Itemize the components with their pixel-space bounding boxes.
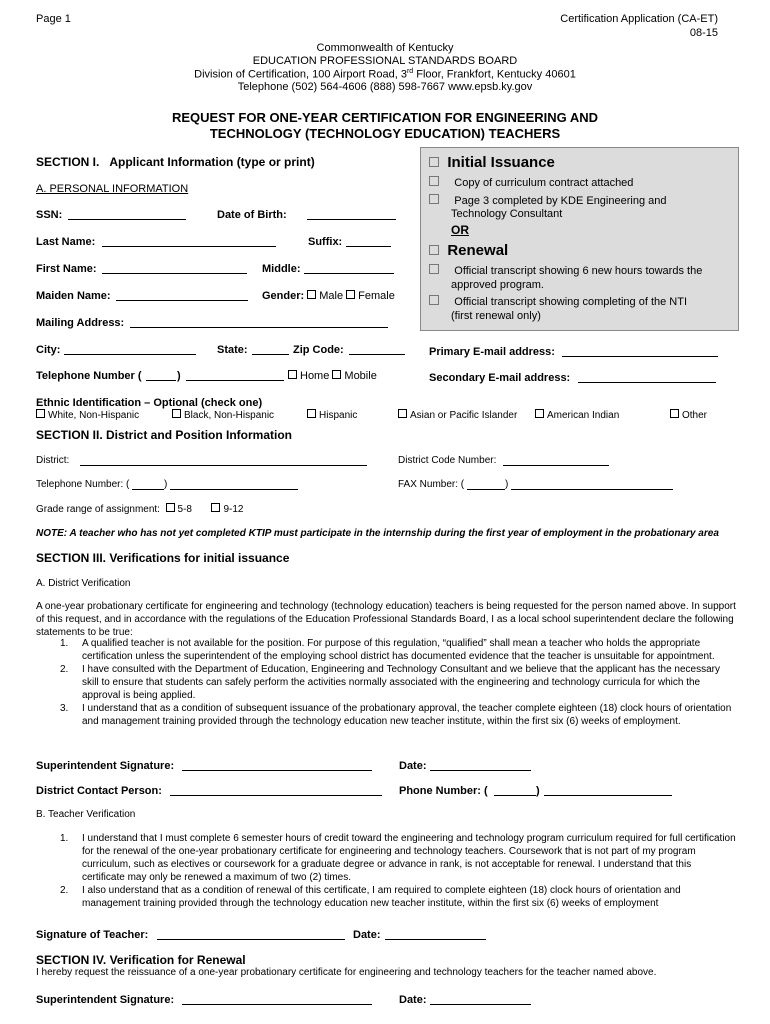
state-label: State: — [217, 344, 248, 356]
district-contact-label: District Contact Person: — [36, 785, 162, 797]
board-name: EDUCATION PROFESSIONAL STANDARDS BOARD — [252, 55, 518, 67]
dob-field[interactable] — [307, 209, 396, 220]
form-title-line1: REQUEST FOR ONE-YEAR CERTIFICATION FOR ENGINEERING AND — [171, 110, 599, 125]
agency-name: Commonwealth of Kentucky — [316, 42, 454, 54]
ethnic-option[interactable]: Black, Non-Hispanic — [172, 409, 274, 421]
mailing-field[interactable] — [130, 317, 388, 328]
contact-phone-close-paren: ) — [536, 785, 540, 797]
female-checkbox[interactable] — [346, 290, 355, 299]
district-contact-field[interactable] — [170, 785, 382, 796]
ethnic-option[interactable]: American Indian — [535, 409, 619, 421]
district-statements — [36, 637, 736, 728]
contact-phone-field[interactable] — [544, 785, 672, 796]
primary-email-label: Primary E-mail address: — [429, 346, 555, 358]
form-title-line2: TECHNOLOGY (TECHNOLOGY EDUCATION) TEACHERS — [209, 126, 561, 141]
district-telephone-field[interactable] — [170, 479, 298, 490]
superintendent-signature-field[interactable] — [182, 760, 372, 771]
initial-item-1[interactable]: Copy of curriculum contract attached — [429, 176, 633, 189]
checkbox[interactable] — [429, 245, 439, 255]
maiden-name-label: Maiden Name: — [36, 290, 111, 302]
district-telephone-close-paren: ) — [164, 479, 168, 490]
checkbox[interactable] — [535, 409, 544, 418]
checkbox[interactable] — [429, 157, 439, 167]
contact-phone-label: Phone Number: ( — [399, 785, 488, 797]
renewal-date-label: Date: — [399, 994, 427, 1006]
grade-9-12-checkbox[interactable] — [211, 503, 220, 512]
fax-area-code-field[interactable] — [467, 479, 505, 490]
suffix-field[interactable] — [346, 236, 391, 247]
fax-label: FAX Number: ( — [398, 479, 465, 490]
list-item: 2. I also understand that as a condition of renewal of this certificate, I am required to complete eighteen (18) clock hours of orientation and management training provided through the technology education new teacher institute, within the first six (6) weeks of employment — [60, 885, 681, 909]
gender-label: Gender: Male Female — [262, 290, 395, 302]
maiden-name-field[interactable] — [116, 290, 248, 301]
initial-item-2-cont: Technology Consultant — [451, 208, 563, 220]
date-label: Date: — [399, 760, 427, 772]
checkbox[interactable] — [429, 264, 439, 274]
zip-label: Zip Code: — [293, 344, 344, 356]
checkbox[interactable] — [429, 176, 439, 186]
last-name-field[interactable] — [102, 236, 276, 247]
checkbox[interactable] — [429, 194, 439, 204]
dob-label: Date of Birth: — [217, 209, 287, 221]
personal-info-heading: A. PERSONAL INFORMATION — [36, 183, 189, 195]
renewal-option[interactable]: Renewal — [429, 242, 508, 259]
teacher-signature-label: Signature of Teacher: — [36, 929, 149, 941]
renewal-item-2[interactable]: Official transcript showing completing of the NTI — [429, 295, 687, 308]
teacher-date-label: Date: — [353, 929, 381, 941]
renewal-date-field[interactable] — [430, 994, 531, 1005]
renewal-superintendent-signature-field[interactable] — [182, 994, 372, 1005]
area-code-field[interactable] — [146, 370, 176, 381]
section3-heading: SECTION III. Verifications for initial issuance — [36, 551, 290, 565]
secondary-email-field[interactable] — [578, 372, 716, 383]
section2-heading: SECTION II. District and Position Information — [36, 428, 293, 442]
grade-5-8-checkbox[interactable] — [166, 503, 175, 512]
section1-heading: SECTION I. Applicant Information (type or print) — [36, 155, 315, 169]
contact-line: Telephone (502) 564-4606 (888) 598-7667 www.epsb.ky.gov — [237, 81, 533, 93]
middle-field[interactable] — [304, 263, 394, 274]
telephone-close-paren: ) — [177, 370, 181, 382]
initial-item-2[interactable]: Page 3 completed by KDE Engineering and — [429, 194, 666, 207]
teacher-statements — [36, 832, 736, 910]
grade-range: Grade range of assignment: 5-8 9-12 — [36, 504, 244, 515]
checkbox[interactable] — [398, 409, 407, 418]
home-mobile-options: Home Mobile — [288, 370, 377, 382]
teacher-verification-heading: B. Teacher Verification — [36, 809, 136, 820]
district-code-field[interactable] — [503, 455, 609, 466]
first-name-field[interactable] — [102, 263, 247, 274]
renewal-item-2-cont: (first renewal only) — [451, 310, 541, 322]
section4-heading: SECTION IV. Verification for Renewal — [36, 953, 246, 967]
last-name-label: Last Name: — [36, 236, 96, 248]
city-label: City: — [36, 344, 61, 356]
district-verification-heading: A. District Verification — [36, 578, 131, 589]
form-date: 08-15 — [689, 27, 718, 39]
checkbox[interactable] — [670, 409, 679, 418]
ethnic-option[interactable]: Asian or Pacific Islander — [398, 409, 517, 421]
suffix-label: Suffix: — [308, 236, 343, 248]
ssn-field[interactable] — [68, 209, 186, 220]
checkbox[interactable] — [307, 409, 316, 418]
renewal-item-1-cont: approved program. — [451, 279, 544, 291]
district-label: District: — [36, 455, 70, 466]
male-checkbox[interactable] — [307, 290, 316, 299]
district-telephone-label: Telephone Number: ( — [36, 479, 130, 490]
address: Division of Certification, 100 Airport Road, 3rd Floor, Frankfort, Kentucky 40601 — [194, 68, 576, 81]
city-field[interactable] — [64, 344, 196, 355]
ssn-label: SSN: — [36, 209, 63, 221]
list-item: 1. I understand that I must complete 6 semester hours of credit toward the engineering and technology program curriculum required for full certification for the renewal of the one-year probationary certificate for engineering and technology teachers. Coursework that is not part of my program curriculum, such as electives or coursework for a graduate degree or advance in rank, is not acceptable for renewal. I understand that this certificate may only be renewed a maximum of two (2) times. — [60, 833, 736, 883]
home-checkbox[interactable] — [288, 370, 297, 379]
district-field[interactable] — [80, 455, 367, 466]
renewal-request-text: I hereby request the reissuance of a one-year probationary certificate for engineering and technology teachers for the teacher named above. — [36, 967, 657, 978]
fax-field[interactable] — [511, 479, 673, 490]
checkbox[interactable] — [172, 409, 181, 418]
form-id: Certification Application (CA-ET) — [560, 13, 718, 25]
contact-area-code-field[interactable] — [494, 785, 536, 796]
district-area-code-field[interactable] — [132, 479, 164, 490]
renewal-superintendent-signature-label: Superintendent Signature: — [36, 994, 175, 1006]
fax-close-paren: ) — [505, 479, 509, 490]
date-field[interactable] — [430, 760, 531, 771]
teacher-date-field[interactable] — [385, 929, 486, 940]
telephone-field[interactable] — [186, 370, 284, 381]
middle-label: Middle: — [262, 263, 301, 275]
or-label: OR — [451, 223, 469, 237]
checkbox[interactable] — [36, 409, 45, 418]
ethnic-heading: Ethnic Identification – Optional (check one) — [36, 397, 263, 409]
initial-issuance-option[interactable]: Initial Issuance — [429, 154, 555, 171]
district-verification-intro: A one-year probationary certificate for engineering and technology (technology education) teachers is being requested for the person named above. In support of this request, and in accordance with the regulations of the Education Professional Standards Board, I as a local school superintendent declare the following statements to be true: — [36, 601, 736, 638]
ethnic-option[interactable]: White, Non-Hispanic — [36, 409, 139, 421]
teacher-signature-field[interactable] — [157, 929, 345, 940]
secondary-email-label: Secondary E-mail address: — [429, 372, 571, 384]
zip-field[interactable] — [349, 344, 405, 355]
mobile-checkbox[interactable] — [332, 370, 341, 379]
ethnic-option[interactable]: Hispanic — [307, 409, 357, 421]
checkbox[interactable] — [429, 295, 439, 305]
page-number: Page 1 — [36, 13, 71, 25]
ethnic-option[interactable]: Other — [670, 409, 707, 421]
mailing-label: Mailing Address: — [36, 317, 125, 329]
district-code-label: District Code Number: — [398, 455, 497, 466]
list-item: 1. A qualified teacher is not available for the position. For purpose of this regulation, “qualified” shall mean a teacher who holds the appropriate certification unless the superintendent of the employing school district has documented evidence that the teacher is unsuitable for appointment. — [60, 638, 715, 662]
state-field[interactable] — [252, 344, 289, 355]
telephone-label: Telephone Number ( — [36, 370, 142, 382]
list-item: 2. I have consulted with the Department of Education, Engineering and Technology Consultant and we believe that the applicant has the necessary skill to ensure that students can safely perform the activities normally associated with the engineering and technology curricula for which the approval is being applied. — [60, 664, 721, 701]
superintendent-signature-label: Superintendent Signature: — [36, 760, 175, 772]
first-name-label: First Name: — [36, 263, 97, 275]
list-item: 3. I understand that as a condition of subsequent issuance of the probationary approval, the teacher complete eighteen (18) clock hours of orientation and management training provided through the technology education new teacher institute, within the first six (6) weeks of employment. — [60, 703, 732, 727]
ktip-note: NOTE: A teacher who has not yet completed KTIP must participate in the internship during the first year of employment in the probationary area — [36, 528, 719, 539]
primary-email-field[interactable] — [562, 346, 718, 357]
renewal-item-1[interactable]: Official transcript showing 6 new hours towards the — [429, 264, 702, 277]
